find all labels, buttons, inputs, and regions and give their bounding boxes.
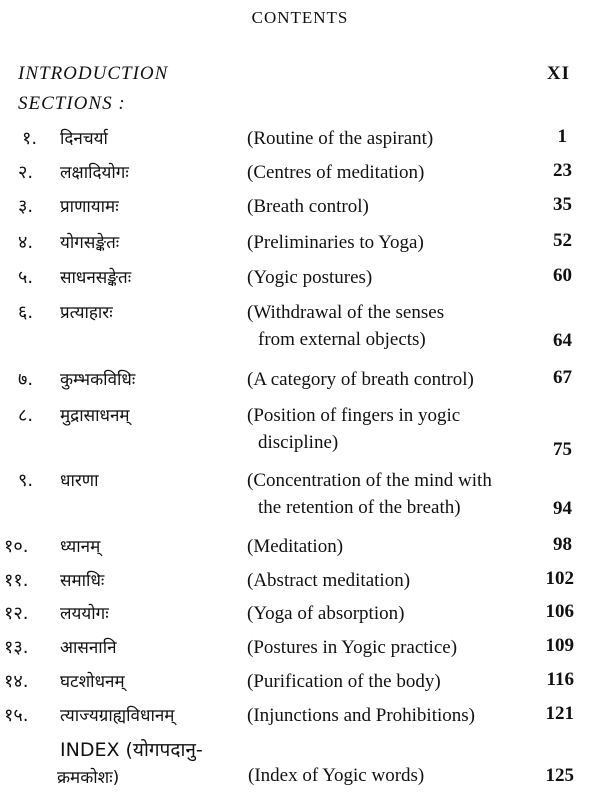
toc-entry-12 bbox=[0, 601, 600, 631]
entry-english-title: (Withdrawal of the senses bbox=[247, 302, 445, 323]
entry-english-title: (Centres of meditation) bbox=[247, 162, 425, 183]
entry-number: १२. bbox=[4, 603, 29, 624]
entry-page: 109 bbox=[545, 635, 574, 656]
entry-page: 1 bbox=[557, 126, 567, 147]
entry-english-title: (Concentration of the mind with bbox=[247, 470, 492, 491]
toc-entry-2 bbox=[0, 160, 600, 190]
entry-sanskrit-title: लययोगः bbox=[60, 604, 109, 624]
entry-page: 102 bbox=[545, 568, 574, 589]
entry-english-title: (Purification of the body) bbox=[247, 671, 441, 692]
toc-entry-15 bbox=[0, 703, 600, 733]
toc-entry-4 bbox=[0, 230, 600, 260]
entry-number: १३. bbox=[4, 637, 29, 658]
entry-sanskrit-title: ध्यानम् bbox=[60, 537, 101, 557]
toc-entry-10 bbox=[0, 534, 600, 564]
entry-sanskrit-title: त्याज्यग्राह्यविधानम् bbox=[60, 706, 175, 726]
toc-entry-8 bbox=[0, 403, 600, 459]
entry-english-title: (Position of fingers in yogic bbox=[247, 405, 461, 426]
entry-page: 67 bbox=[553, 367, 572, 388]
entry-english-title: (Yogic postures) bbox=[247, 267, 373, 288]
toc-entry-5 bbox=[0, 265, 600, 295]
entry-sanskrit-title: धारणा bbox=[60, 471, 99, 491]
entry-number: १. bbox=[22, 128, 38, 149]
entry-number: ८. bbox=[18, 405, 34, 426]
entry-english-title: (Meditation) bbox=[247, 536, 344, 557]
entry-sanskrit-title: आसनानि bbox=[60, 638, 117, 658]
entry-page: 121 bbox=[545, 703, 574, 724]
entry-page: 75 bbox=[553, 439, 572, 460]
entry-english-title: (Routine of the aspirant) bbox=[247, 128, 434, 149]
entry-number: ९. bbox=[18, 470, 34, 491]
entry-english-title: (Injunctions and Prohibitions) bbox=[247, 705, 475, 726]
toc-entry-14 bbox=[0, 669, 600, 699]
toc-entry-3 bbox=[0, 194, 600, 224]
entry-page: 106 bbox=[545, 601, 574, 622]
entry-number: ४. bbox=[18, 232, 34, 253]
entry-sanskrit-title: घटशोधनम् bbox=[60, 672, 125, 692]
entry-page: 94 bbox=[553, 498, 572, 519]
entry-english-title: (Preliminaries to Yoga) bbox=[247, 232, 424, 253]
introduction-label: INTRODUCTION bbox=[18, 63, 169, 84]
index-title-continued: क्रमकोशः) bbox=[57, 768, 120, 788]
entry-number: २. bbox=[18, 162, 34, 183]
index-title: INDEX (योगपदानु- bbox=[60, 739, 203, 761]
entry-sanskrit-title: साधनसङ्केतः bbox=[60, 268, 132, 288]
entry-sanskrit-title: मुद्रासाधनम् bbox=[60, 406, 130, 426]
entry-page: 60 bbox=[553, 265, 572, 286]
entry-sanskrit-title: योगसङ्केतः bbox=[60, 233, 120, 253]
page-title: CONTENTS bbox=[251, 8, 349, 27]
entry-sanskrit-title: प्रत्याहारः bbox=[60, 303, 113, 323]
entry-number: ३. bbox=[18, 196, 34, 217]
entry-number: १५. bbox=[4, 705, 29, 726]
toc-entry-7 bbox=[0, 367, 600, 397]
toc-entry-11 bbox=[0, 568, 600, 598]
toc-entry-1 bbox=[0, 126, 600, 156]
entry-page: 35 bbox=[553, 194, 572, 215]
entry-english-title: (A category of breath control) bbox=[247, 369, 474, 390]
index-page: 125 bbox=[545, 765, 574, 786]
entry-english-title: (Yoga of absorption) bbox=[247, 603, 405, 624]
entry-english-title-continued: discipline) bbox=[258, 432, 339, 453]
entry-sanskrit-title: लक्षादियोगः bbox=[60, 163, 129, 183]
entry-number: ११. bbox=[4, 570, 29, 591]
entry-number: ५. bbox=[18, 267, 34, 288]
entry-english-title-continued: the retention of the breath) bbox=[258, 497, 461, 518]
entry-sanskrit-title: कुम्भकविधिः bbox=[60, 370, 136, 390]
toc-entry-9 bbox=[0, 468, 600, 524]
toc-entry-13 bbox=[0, 635, 600, 665]
entry-sanskrit-title: समाधिः bbox=[60, 571, 105, 591]
entry-page: 116 bbox=[546, 669, 574, 690]
index-english-title: (Index of Yogic words) bbox=[248, 765, 425, 786]
entry-english-title-continued: from external objects) bbox=[258, 329, 426, 350]
entry-english-title: (Abstract meditation) bbox=[247, 570, 411, 591]
entry-english-title: (Breath control) bbox=[247, 196, 369, 217]
entry-english-title: (Postures in Yogic practice) bbox=[247, 637, 458, 658]
toc-entry-6 bbox=[0, 300, 600, 356]
entry-number: १४. bbox=[4, 671, 29, 692]
entry-number: ७. bbox=[18, 369, 34, 390]
sections-label: SECTIONS : bbox=[18, 93, 126, 114]
entry-number: १०. bbox=[4, 536, 29, 557]
entry-number: ६. bbox=[18, 302, 34, 323]
entry-page: 23 bbox=[553, 160, 572, 181]
entry-page: 52 bbox=[553, 230, 572, 251]
entry-sanskrit-title: दिनचर्या bbox=[60, 129, 108, 149]
introduction-page: XI bbox=[546, 63, 570, 84]
entry-page: 98 bbox=[553, 534, 572, 555]
entry-sanskrit-title: प्राणायामः bbox=[60, 197, 119, 217]
entry-page: 64 bbox=[553, 330, 572, 351]
